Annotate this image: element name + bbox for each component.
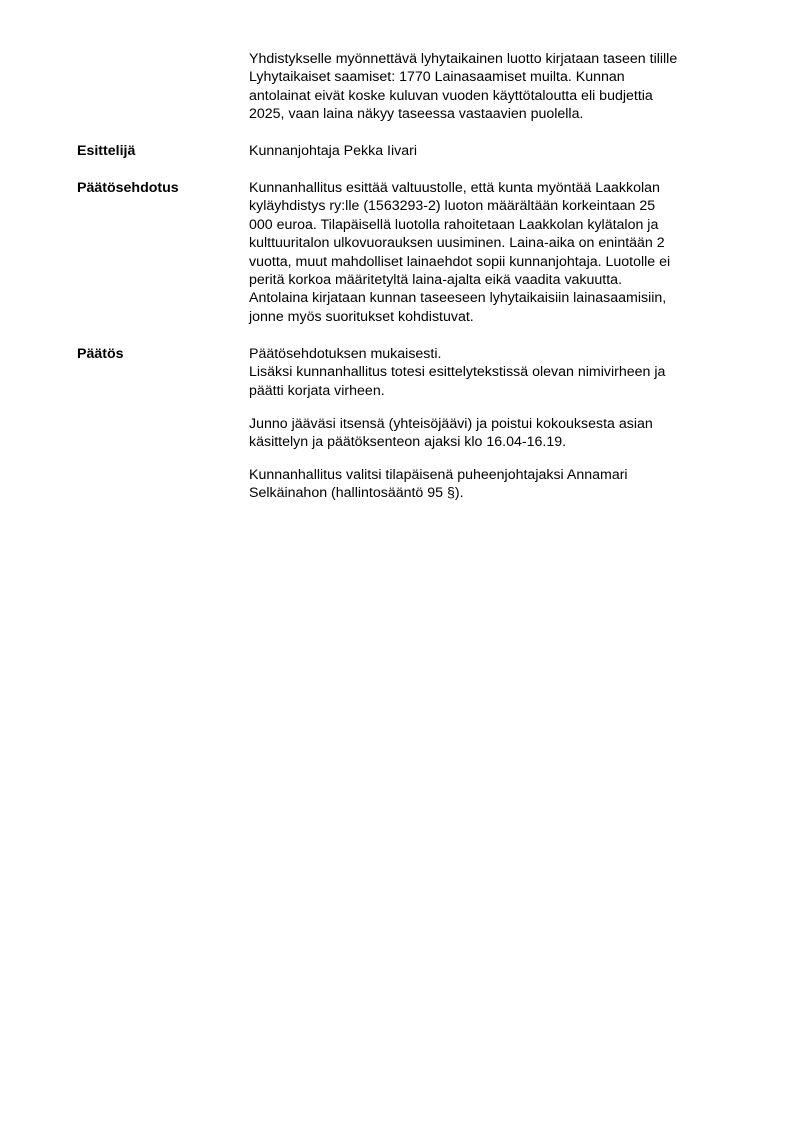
intro-line: 2025, vaan laina näkyy taseessa vastaavien puolella. [249, 106, 584, 123]
paatosehdotus-paragraph [249, 179, 739, 326]
paragraph-gap [249, 400, 739, 414]
paatos-label: Päätös [77, 346, 124, 362]
paatos-line: Junno jääväsi itsensä (yhteisöjäävi) ja poistui kokouksesta asian [249, 415, 653, 432]
paatos-line: Lisäksi kunnanhallitus totesi esittelytekstissä olevan nimivirheen ja [249, 364, 666, 381]
paatosehdotus-label: Päätösehdotus [77, 180, 179, 196]
paatosehdotus-line: kyläyhdistys ry:lle (1563293-2) luoton määrältään korkeintaan 25 [249, 198, 656, 215]
paatosehdotus-line: vuotta, muut mahdolliset lainaehdot sopii kunnanjohtaja. Luotolle ei [249, 253, 671, 270]
paatos-line: Selkäinahon (hallintosääntö 95 §). [249, 485, 464, 502]
esittelija-text [249, 142, 739, 160]
intro-line: Lyhytaikaiset saamiset: 1770 Lainasaamiset muilta. Kunnan [249, 69, 625, 86]
esittelija-label: Esittelijä [77, 143, 136, 159]
intro-line: Yhdistykselle myönnettävä lyhytaikainen luotto kirjataan taseen tilille [249, 51, 678, 67]
paatos-line: Päätösehdotuksen mukaisesti. [249, 346, 442, 362]
paatos-line: käsittelyn ja päätöksenteon ajaksi klo 16.04-16.19. [249, 433, 567, 450]
intro-line: antolainat eivät koske kuluvan vuoden käyttötaloutta eli budjettia [249, 87, 653, 104]
intro-paragraph [249, 50, 739, 124]
paatosehdotus-line: 000 euroa. Tilapäisellä luotolla rahoitetaan Laakkolan kylätalon ja [249, 216, 659, 233]
paatosehdotus-line: jonne myös suoritukset kohdistuvat. [249, 308, 474, 325]
paatosehdotus-line: kulttuuritalon ulkovuorauksen uusiminen. Laina-aika on enintään 2 [249, 235, 665, 252]
paragraph-gap [249, 451, 739, 465]
paatosehdotus-line: Antolaina kirjataan kunnan taseeseen lyhytaikaisiin lainasaamisiin, [249, 290, 667, 307]
esittelija-line: Kunnanjohtaja Pekka Iivari [249, 143, 417, 159]
paatos-line: päätti korjata virheen. [249, 382, 385, 399]
paatos-line: Kunnanhallitus valitsi tilapäisenä puheenjohtajaksi Annamari [249, 466, 628, 483]
paatosehdotus-line: peritä korkoa määritetyltä laina-ajalta eikä vaadita vakuutta. [249, 271, 623, 288]
paatosehdotus-line: Kunnanhallitus esittää valtuustolle, että kunta myöntää Laakkolan [249, 180, 660, 196]
paatos-paragraphs [249, 345, 739, 503]
